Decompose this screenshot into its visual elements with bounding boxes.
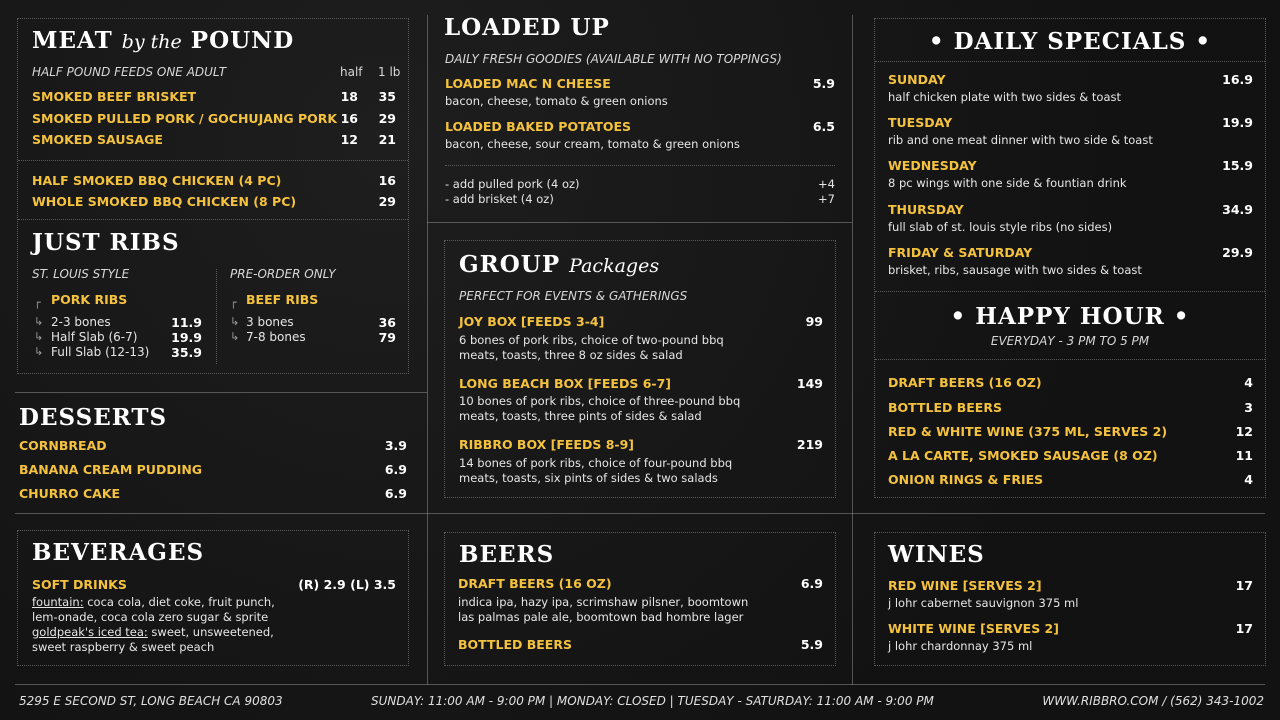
- group-item-name: JOY BOX [FEEDS 3-4]: [459, 314, 605, 329]
- arrow-icon: ↳: [34, 330, 44, 343]
- group-packages-section: [444, 240, 836, 498]
- loaded-up-subtitle: DAILY FRESH GOODIES (AVAILABLE WITH NO TOPPINGS): [445, 52, 782, 66]
- meat-item-lb-price: 29: [378, 111, 396, 126]
- addon-name: - add brisket (4 oz): [445, 192, 554, 206]
- pork-rib-option: Full Slab (12-13): [51, 345, 150, 359]
- group-item-desc: 10 bones of pork ribs, choice of three-pound bbq meats, toasts, three pints of sides & salad: [459, 394, 741, 423]
- bottled-beers-price: 5.9: [800, 637, 823, 652]
- meat-item-half-price: 18: [340, 89, 358, 104]
- fountain-desc: fountain: coca cola, diet coke, fruit punch, lem-onade, coca cola zero sugar & sprite: [32, 595, 275, 624]
- special-desc: rib and one meat dinner with two side & toast: [888, 133, 1153, 147]
- special-desc: 8 pc wings with one side & fountian drink: [888, 176, 1127, 190]
- special-price: 29.9: [1222, 245, 1253, 260]
- loaded-item-name: LOADED BAKED POTATOES: [445, 119, 632, 134]
- separator-line: [852, 15, 853, 685]
- happy-hour-title: • HAPPY HOUR •: [950, 303, 1190, 330]
- loaded-item-price: 6.5: [812, 119, 835, 134]
- ribs-left-subtitle: ST. LOUIS STYLE: [32, 267, 130, 281]
- happy-item-price: 11: [1235, 448, 1253, 463]
- soft-drinks-label: SOFT DRINKS: [32, 577, 127, 592]
- chicken-item-name: HALF SMOKED BBQ CHICKEN (4 PC): [32, 173, 282, 188]
- footer-hours: SUNDAY: 11:00 AM - 9:00 PM | MONDAY: CLOSED | TUESDAY - SATURDAY: 11:00 AM - 9:00 PM: [371, 694, 934, 708]
- beef-rib-option: 3 bones: [246, 315, 294, 329]
- loaded-up-section: [436, 14, 836, 214]
- special-desc: brisket, ribs, sausage with two sides & toast: [888, 263, 1142, 277]
- special-day: THURSDAY: [888, 202, 964, 217]
- separator-line: [15, 684, 1265, 685]
- wine-item-name: WHITE WINE [SERVES 2]: [888, 621, 1059, 636]
- addon-name: - add pulled pork (4 oz): [445, 177, 580, 191]
- meat-item-name: SMOKED PULLED PORK / GOCHUJANG PORK: [32, 111, 338, 126]
- daily-specials-section: [874, 18, 1266, 498]
- meat-item-lb-price: 35: [378, 89, 396, 104]
- wines-title: WINES: [888, 541, 985, 568]
- pork-rib-price: 19.9: [171, 330, 202, 345]
- arrow-icon: ↳: [230, 330, 240, 343]
- wines-section: [874, 532, 1266, 666]
- pork-rib-option: 2-3 bones: [51, 315, 111, 329]
- dessert-item-name: CORNBREAD: [19, 438, 107, 453]
- dessert-item-price: 6.9: [384, 462, 407, 477]
- group-subtitle: PERFECT FOR EVENTS & GATHERINGS: [459, 289, 688, 303]
- separator-line: [15, 392, 427, 393]
- beverages-title: BEVERAGES: [32, 539, 205, 566]
- meat-item-lb-price: 21: [378, 132, 396, 147]
- chicken-item-name: WHOLE SMOKED BBQ CHICKEN (8 PC): [32, 194, 297, 209]
- happy-item-price: 4: [1244, 472, 1253, 487]
- group-item-price: 219: [796, 437, 823, 452]
- addon-price: +7: [818, 192, 835, 206]
- special-day: FRIDAY & SATURDAY: [888, 245, 1033, 260]
- group-item-desc: 6 bones of pork ribs, choice of two-pound bbq meats, toasts, three 8 oz sides & salad: [459, 333, 724, 362]
- beef-rib-price: 36: [378, 315, 396, 330]
- tea-desc: goldpeak's iced tea: sweet, unsweetened, sweet raspberry & sweet peach: [32, 625, 274, 654]
- meat-item-name: SMOKED BEEF BRISKET: [32, 89, 197, 104]
- separator-line: [15, 513, 1265, 514]
- pork-rib-price: 11.9: [171, 315, 202, 330]
- wine-item-name: RED WINE [SERVES 2]: [888, 578, 1042, 593]
- separator-line: [427, 222, 852, 223]
- draft-beers-label: DRAFT BEERS (16 OZ): [458, 576, 612, 591]
- divider: [875, 359, 1265, 360]
- ribs-divider: [216, 269, 217, 364]
- draft-beers-price: 6.9: [800, 576, 823, 591]
- pork-ribs-label: PORK RIBS: [51, 292, 128, 307]
- special-desc: half chicken plate with two sides & toast: [888, 90, 1121, 104]
- beef-ribs-label: BEEF RIBS: [246, 292, 319, 307]
- happy-hour-subtitle: EVERYDAY - 3 PM TO 5 PM: [990, 334, 1150, 348]
- pork-rib-option: Half Slab (6-7): [51, 330, 138, 344]
- group-item-desc: 14 bones of pork ribs, choice of four-pound bbq meats, toasts, six pints of sides & two salads: [459, 456, 733, 485]
- meat-item-name: SMOKED SAUSAGE: [32, 132, 163, 147]
- footer-contact: WWW.RIBBRO.COM / (562) 343-1002: [1042, 694, 1264, 708]
- desserts-title: DESSERTS: [19, 404, 168, 431]
- chicken-item-price: 29: [378, 194, 396, 209]
- loaded-item-name: LOADED MAC N CHEESE: [445, 76, 611, 91]
- arrow-icon: ┌: [34, 296, 41, 309]
- loaded-item-desc: bacon, cheese, sour cream, tomato & green onions: [445, 137, 740, 151]
- happy-item-name: BOTTLED BEERS: [888, 400, 1002, 415]
- wine-item-desc: j lohr chardonnay 375 ml: [888, 639, 1033, 653]
- beverages-section: [17, 530, 409, 666]
- bottled-beers-label: BOTTLED BEERS: [458, 637, 572, 652]
- special-price: 34.9: [1222, 202, 1253, 217]
- arrow-icon: ↳: [34, 315, 44, 328]
- group-item-name: LONG BEACH BOX [FEEDS 6-7]: [459, 376, 671, 391]
- beers-section: [444, 532, 836, 666]
- footer-address: 5295 E SECOND ST, LONG BEACH CA 90803: [19, 694, 283, 708]
- happy-item-name: RED & WHITE WINE (375 ML, SERVES 2): [888, 424, 1168, 439]
- col-half-header: half: [340, 65, 363, 79]
- happy-item-name: A LA CARTE, SMOKED SAUSAGE (8 OZ): [888, 448, 1158, 463]
- happy-item-price: 3: [1244, 400, 1253, 415]
- meat-item-half-price: 12: [340, 132, 358, 147]
- divider: [875, 61, 1265, 62]
- specials-title: • DAILY SPECIALS •: [928, 28, 1212, 55]
- happy-item-price: 12: [1235, 424, 1253, 439]
- special-day: WEDNESDAY: [888, 158, 977, 173]
- addon-price: +4: [818, 177, 835, 191]
- special-price: 15.9: [1222, 158, 1253, 173]
- special-price: 16.9: [1222, 72, 1253, 87]
- meat-by-the-pound-section: [17, 18, 409, 374]
- loaded-up-title: LOADED UP: [444, 14, 610, 41]
- special-day: SUNDAY: [888, 72, 946, 87]
- divider: [445, 165, 835, 166]
- separator-line: [427, 15, 428, 685]
- happy-item-price: 4: [1244, 375, 1253, 390]
- wine-item-desc: j lohr cabernet sauvignon 375 ml: [888, 596, 1079, 610]
- divider: [18, 160, 408, 161]
- group-item-price: 149: [796, 376, 823, 391]
- special-day: TUESDAY: [888, 115, 953, 130]
- special-price: 19.9: [1222, 115, 1253, 130]
- group-item-name: RIBBRO BOX [FEEDS 8-9]: [459, 437, 634, 452]
- draft-beers-desc: indica ipa, hazy ipa, scrimshaw pilsner, boomtown las palmas pale ale, boomtown bad hombre lager: [458, 595, 749, 624]
- dessert-item-price: 6.9: [384, 486, 407, 501]
- special-desc: full slab of st. louis style ribs (no sides): [888, 220, 1113, 234]
- desserts-section: [17, 398, 409, 508]
- arrow-icon: ↳: [34, 345, 44, 358]
- ribs-right-subtitle: PRE-ORDER ONLY: [230, 267, 336, 281]
- col-lb-header: 1 lb: [378, 65, 401, 79]
- happy-item-name: DRAFT BEERS (16 OZ): [888, 375, 1042, 390]
- beef-rib-price: 79: [378, 330, 396, 345]
- arrow-icon: ┌: [230, 296, 237, 309]
- pork-rib-price: 35.9: [171, 345, 202, 360]
- chicken-item-price: 16: [378, 173, 396, 188]
- arrow-icon: ↳: [230, 315, 240, 328]
- divider: [18, 219, 408, 220]
- loaded-item-desc: bacon, cheese, tomato & green onions: [445, 94, 668, 108]
- meat-item-half-price: 16: [340, 111, 358, 126]
- group-title: GROUP Packages: [459, 251, 660, 278]
- wine-item-price: 17: [1235, 578, 1253, 593]
- happy-item-name: ONION RINGS & FRIES: [888, 472, 1044, 487]
- soft-drinks-price: (R) 2.9 (L) 3.5: [298, 577, 396, 592]
- dessert-item-price: 3.9: [384, 438, 407, 453]
- wine-item-price: 17: [1235, 621, 1253, 636]
- meat-subtitle: HALF POUND FEEDS ONE ADULT: [32, 65, 227, 79]
- dessert-item-name: CHURRO CAKE: [19, 486, 121, 501]
- group-item-price: 99: [805, 314, 823, 329]
- divider: [875, 291, 1265, 292]
- beers-title: BEERS: [459, 541, 555, 568]
- dessert-item-name: BANANA CREAM PUDDING: [19, 462, 203, 477]
- beef-rib-option: 7-8 bones: [246, 330, 306, 344]
- loaded-item-price: 5.9: [812, 76, 835, 91]
- ribs-section-title: JUST RIBS: [32, 229, 180, 256]
- meat-section-title: MEAT by the POUND: [32, 27, 295, 54]
